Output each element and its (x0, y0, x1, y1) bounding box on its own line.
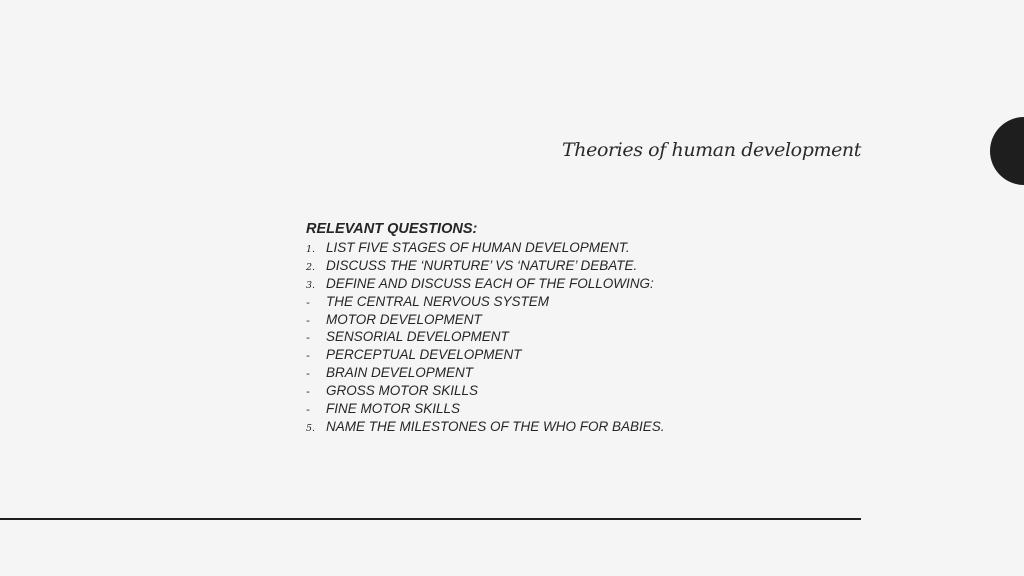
list-marker: - (306, 350, 310, 363)
list-marker: - (306, 368, 310, 381)
list-item-text: BRAIN DEVELOPMENT (326, 365, 474, 381)
list-item (306, 239, 665, 257)
list-item-text: DISCUSS THE ‘NURTURE’ VS ‘NATURE’ DEBATE. (326, 257, 638, 273)
list-marker: 5. (306, 422, 316, 434)
list-item (306, 418, 665, 436)
list-item (306, 293, 665, 311)
list-item-text: PERCEPTUAL DEVELOPMENT (326, 347, 522, 363)
questions-heading: RELEVANT QUESTIONS: (306, 221, 478, 237)
list-marker: - (306, 404, 310, 417)
list-item (306, 364, 665, 382)
list-item (306, 400, 665, 418)
list-marker: - (306, 314, 310, 327)
list-item (306, 346, 665, 364)
decorative-circle (990, 117, 1024, 185)
list-item (306, 382, 665, 400)
list-item-text: DEFINE AND DISCUSS EACH OF THE FOLLOWING: (326, 275, 654, 291)
list-marker: 2. (306, 261, 316, 273)
list-item-text: NAME THE MILESTONES OF THE WHO FOR BABIES. (326, 418, 665, 434)
list-item-text: LIST FIVE STAGES OF HUMAN DEVELOPMENT. (326, 240, 630, 255)
list-item (306, 328, 665, 346)
slide-title: Theories of human development (562, 139, 861, 161)
questions-block (306, 220, 665, 436)
questions-list (306, 239, 665, 436)
bottom-divider (0, 518, 861, 520)
list-marker: - (306, 332, 310, 345)
list-item-text: SENSORIAL DEVELOPMENT (326, 329, 509, 345)
list-marker: 1. (306, 244, 316, 255)
list-marker: - (306, 296, 310, 309)
list-item (306, 311, 665, 329)
list-item (306, 257, 665, 275)
list-marker: 3. (306, 279, 316, 291)
list-item (306, 275, 665, 293)
list-marker: - (306, 386, 310, 399)
list-item-text: THE CENTRAL NERVOUS SYSTEM (326, 293, 550, 309)
list-item-text: FINE MOTOR SKILLS (326, 401, 461, 417)
list-item-text: MOTOR DEVELOPMENT (326, 311, 482, 327)
list-item-text: GROSS MOTOR SKILLS (326, 383, 479, 399)
